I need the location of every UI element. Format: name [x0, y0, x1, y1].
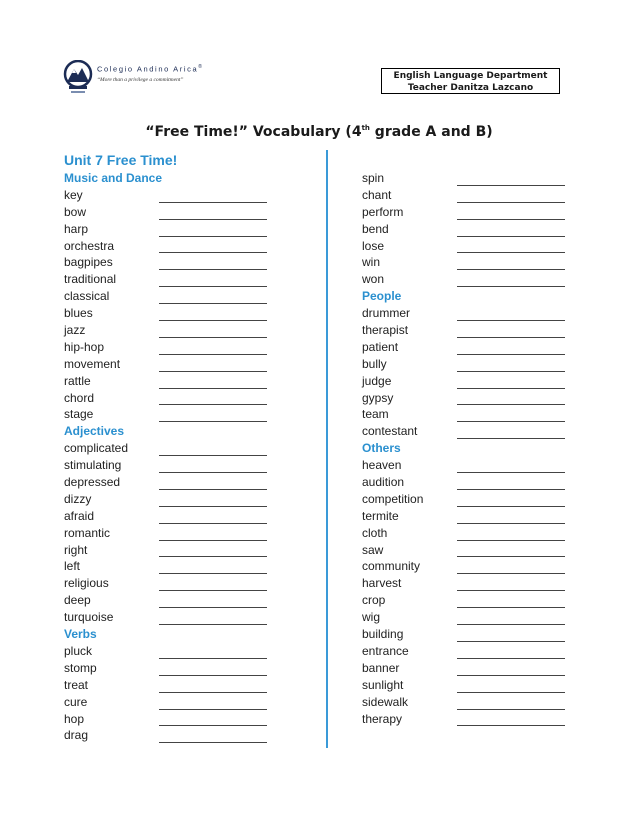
vocabulary-row [362, 423, 567, 440]
vocabulary-row [362, 406, 567, 423]
answer-blank[interactable] [457, 404, 565, 405]
answer-blank[interactable] [159, 219, 267, 220]
vocabulary-word: competition [362, 491, 424, 506]
vocabulary-word: banner [362, 660, 400, 675]
answer-blank[interactable] [457, 590, 565, 591]
answer-blank[interactable] [457, 252, 565, 253]
answer-blank[interactable] [159, 742, 267, 743]
answer-blank[interactable] [457, 692, 565, 693]
vocabulary-word: complicated [64, 441, 129, 456]
school-name: Colegio Andino Arica® [97, 64, 204, 74]
vocabulary-word: entrance [362, 643, 409, 658]
vocabulary-word: deep [64, 593, 91, 608]
department-name: English Language Department [393, 71, 548, 81]
vocabulary-word: perform [362, 204, 404, 219]
vocabulary-row [362, 322, 567, 339]
vocabulary-word: audition [362, 475, 405, 490]
vocabulary-row [64, 508, 270, 525]
vocabulary-row [362, 491, 567, 508]
vocabulary-row [64, 322, 270, 339]
answer-blank[interactable] [159, 658, 267, 659]
answer-blank[interactable] [159, 692, 267, 693]
vocabulary-row [362, 508, 567, 525]
vocabulary-word: harp [64, 221, 89, 236]
vocabulary-word: won [362, 272, 385, 287]
vocabulary-row [64, 558, 270, 575]
answer-blank[interactable] [457, 269, 565, 270]
vocabulary-row [64, 643, 270, 660]
vocabulary-word: therapy [362, 711, 403, 726]
vocabulary-word: turquoise [64, 610, 114, 625]
vocabulary-word: sidewalk [362, 694, 409, 709]
vocabulary-word: stage [64, 407, 94, 422]
answer-blank[interactable] [457, 388, 565, 389]
column-divider [326, 150, 328, 748]
vocabulary-row [362, 525, 567, 542]
vocabulary-word: wig [362, 610, 381, 625]
section-heading-row [362, 288, 567, 305]
vocabulary-word: patient [362, 339, 399, 354]
vocabulary-row [362, 204, 567, 221]
answer-blank[interactable] [457, 421, 565, 422]
vocabulary-row [362, 558, 567, 575]
section-heading: Verbs [64, 627, 97, 642]
vocabulary-row [362, 187, 567, 204]
answer-blank[interactable] [159, 709, 267, 710]
vocabulary-row [362, 677, 567, 694]
vocabulary-word: key [64, 187, 83, 202]
answer-blank[interactable] [159, 725, 267, 726]
vocabulary-word: chant [362, 187, 392, 202]
vocabulary-row [362, 575, 567, 592]
vocabulary-word: lose [362, 238, 385, 253]
vocabulary-word: classical [64, 289, 110, 304]
school-crest-icon [63, 60, 93, 96]
vocabulary-row [64, 525, 270, 542]
vocabulary-row [64, 373, 270, 390]
vocabulary-row [64, 542, 270, 559]
vocabulary-word: bully [362, 356, 387, 371]
vocabulary-word: dizzy [64, 491, 92, 506]
answer-blank[interactable] [457, 523, 565, 524]
vocabulary-row [64, 491, 270, 508]
vocabulary-row [362, 238, 567, 255]
section-heading-row [64, 170, 270, 187]
vocabulary-row [362, 474, 567, 491]
answer-blank[interactable] [457, 371, 565, 372]
vocabulary-word: stimulating [64, 458, 122, 473]
vocabulary-word: traditional [64, 272, 117, 287]
answer-blank[interactable] [457, 624, 565, 625]
vocabulary-row [64, 204, 270, 221]
vocabulary-column-left [64, 170, 270, 744]
vocabulary-row [64, 406, 270, 423]
answer-blank[interactable] [159, 404, 267, 405]
answer-blank[interactable] [159, 523, 267, 524]
answer-blank[interactable] [159, 489, 267, 490]
answer-blank[interactable] [159, 421, 267, 422]
vocabulary-word: hip-hop [64, 339, 105, 354]
teacher-name: Teacher Danitza Lazcano [407, 83, 534, 93]
answer-blank[interactable] [159, 590, 267, 591]
vocabulary-word: rattle [64, 373, 91, 388]
answer-blank[interactable] [457, 202, 565, 203]
vocabulary-row [64, 390, 270, 407]
answer-blank[interactable] [457, 573, 565, 574]
vocabulary-word: saw [362, 542, 384, 557]
vocabulary-row [362, 694, 567, 711]
answer-blank[interactable] [457, 354, 565, 355]
section-heading: Adjectives [64, 424, 125, 439]
vocabulary-word: blues [64, 306, 93, 321]
answer-blank[interactable] [159, 371, 267, 372]
vocabulary-word: pluck [64, 643, 93, 658]
vocabulary-word: gypsy [362, 390, 394, 405]
vocabulary-word: left [64, 559, 81, 574]
answer-blank[interactable] [159, 624, 267, 625]
vocabulary-word: contestant [362, 424, 418, 439]
answer-blank[interactable] [457, 506, 565, 507]
answer-blank[interactable] [159, 236, 267, 237]
vocabulary-word: win [362, 255, 381, 270]
vocabulary-word: cure [64, 694, 88, 709]
vocabulary-row [64, 238, 270, 255]
section-heading: Others [362, 441, 401, 456]
answer-blank[interactable] [457, 641, 565, 642]
answer-blank[interactable] [159, 286, 267, 287]
vocabulary-row [362, 592, 567, 609]
vocabulary-row [64, 288, 270, 305]
answer-blank[interactable] [457, 658, 565, 659]
answer-blank[interactable] [457, 472, 565, 473]
vocabulary-row [362, 170, 567, 187]
vocabulary-row [64, 727, 270, 744]
vocabulary-row [362, 542, 567, 559]
vocabulary-row [64, 221, 270, 238]
vocabulary-word: harvest [362, 576, 402, 591]
vocabulary-row [64, 271, 270, 288]
answer-blank[interactable] [457, 607, 565, 608]
vocabulary-row [64, 575, 270, 592]
section-heading-row [64, 626, 270, 643]
vocabulary-word: chord [64, 390, 95, 405]
vocabulary-row [362, 339, 567, 356]
vocabulary-word: orchestra [64, 238, 115, 253]
vocabulary-word: romantic [64, 525, 111, 540]
answer-blank[interactable] [159, 556, 267, 557]
vocabulary-word: therapist [362, 323, 409, 338]
vocabulary-row [64, 711, 270, 728]
answer-blank[interactable] [457, 725, 565, 726]
vocabulary-row [64, 609, 270, 626]
answer-blank[interactable] [159, 455, 267, 456]
vocabulary-row [362, 390, 567, 407]
vocabulary-word: bagpipes [64, 255, 113, 270]
answer-blank[interactable] [457, 438, 565, 439]
section-heading: People [362, 289, 402, 304]
page-title: “Free Time!” Vocabulary (4th grade A and B) [145, 124, 493, 140]
vocabulary-word: bend [362, 221, 389, 236]
vocabulary-word: termite [362, 508, 399, 523]
answer-blank[interactable] [159, 354, 267, 355]
answer-blank[interactable] [159, 303, 267, 304]
vocabulary-row [64, 187, 270, 204]
vocabulary-column-right [362, 170, 567, 727]
vocabulary-row [64, 440, 270, 457]
vocabulary-row [64, 694, 270, 711]
vocabulary-word: team [362, 407, 389, 422]
vocabulary-word: sunlight [362, 677, 404, 692]
vocabulary-word: building [362, 627, 404, 642]
vocabulary-row [362, 373, 567, 390]
vocabulary-row [362, 305, 567, 322]
vocabulary-word: treat [64, 677, 89, 692]
vocabulary-row [64, 660, 270, 677]
vocabulary-word: spin [362, 171, 385, 185]
vocabulary-row [64, 677, 270, 694]
answer-blank[interactable] [457, 286, 565, 287]
answer-blank[interactable] [159, 540, 267, 541]
answer-blank[interactable] [457, 320, 565, 321]
vocabulary-word: afraid [64, 508, 95, 523]
vocabulary-row [362, 271, 567, 288]
vocabulary-word: community [362, 559, 421, 574]
answer-blank[interactable] [159, 320, 267, 321]
answer-blank[interactable] [457, 675, 565, 676]
vocabulary-word: drag [64, 728, 89, 743]
answer-blank[interactable] [457, 236, 565, 237]
vocabulary-word: crop [362, 593, 386, 608]
vocabulary-word: cloth [362, 525, 388, 540]
department-box [381, 68, 560, 94]
vocabulary-row [64, 254, 270, 271]
vocabulary-row [362, 254, 567, 271]
vocabulary-word: heaven [362, 458, 402, 473]
vocabulary-row [64, 305, 270, 322]
answer-blank[interactable] [159, 675, 267, 676]
answer-blank[interactable] [159, 472, 267, 473]
answer-blank[interactable] [457, 556, 565, 557]
vocabulary-row [362, 643, 567, 660]
vocabulary-row [362, 660, 567, 677]
section-heading: Music and Dance [64, 171, 163, 185]
vocabulary-row [362, 609, 567, 626]
answer-blank[interactable] [457, 185, 565, 186]
answer-blank[interactable] [159, 388, 267, 389]
vocabulary-word: bow [64, 204, 87, 219]
answer-blank[interactable] [457, 337, 565, 338]
vocabulary-word: judge [362, 373, 392, 388]
answer-blank[interactable] [457, 489, 565, 490]
vocabulary-word: movement [64, 356, 121, 371]
vocabulary-row [362, 626, 567, 643]
vocabulary-row [64, 592, 270, 609]
vocabulary-row [362, 711, 567, 728]
answer-blank[interactable] [159, 202, 267, 203]
answer-blank[interactable] [457, 709, 565, 710]
vocabulary-word: religious [64, 576, 109, 591]
answer-blank[interactable] [159, 573, 267, 574]
section-heading-row [64, 423, 270, 440]
answer-blank[interactable] [159, 252, 267, 253]
section-heading-row [362, 440, 567, 457]
answer-blank[interactable] [159, 269, 267, 270]
vocabulary-row [64, 339, 270, 356]
vocabulary-word: depressed [64, 475, 121, 490]
school-tagline: “More than a privilege a commitment” [97, 77, 184, 83]
vocabulary-word: drummer [362, 306, 411, 321]
vocabulary-row [64, 457, 270, 474]
school-logo [63, 60, 213, 100]
vocabulary-word: hop [64, 711, 85, 726]
vocabulary-row [64, 474, 270, 491]
vocabulary-row [362, 457, 567, 474]
answer-blank[interactable] [159, 506, 267, 507]
answer-blank[interactable] [159, 607, 267, 608]
vocabulary-row [362, 221, 567, 238]
vocabulary-row [64, 356, 270, 373]
unit-title: Unit 7 Free Time! [64, 152, 178, 168]
answer-blank[interactable] [457, 219, 565, 220]
answer-blank[interactable] [457, 540, 565, 541]
vocabulary-word: stomp [64, 660, 97, 675]
answer-blank[interactable] [159, 337, 267, 338]
vocabulary-word: right [64, 542, 88, 557]
vocabulary-row [362, 356, 567, 373]
vocabulary-word: jazz [64, 323, 86, 338]
